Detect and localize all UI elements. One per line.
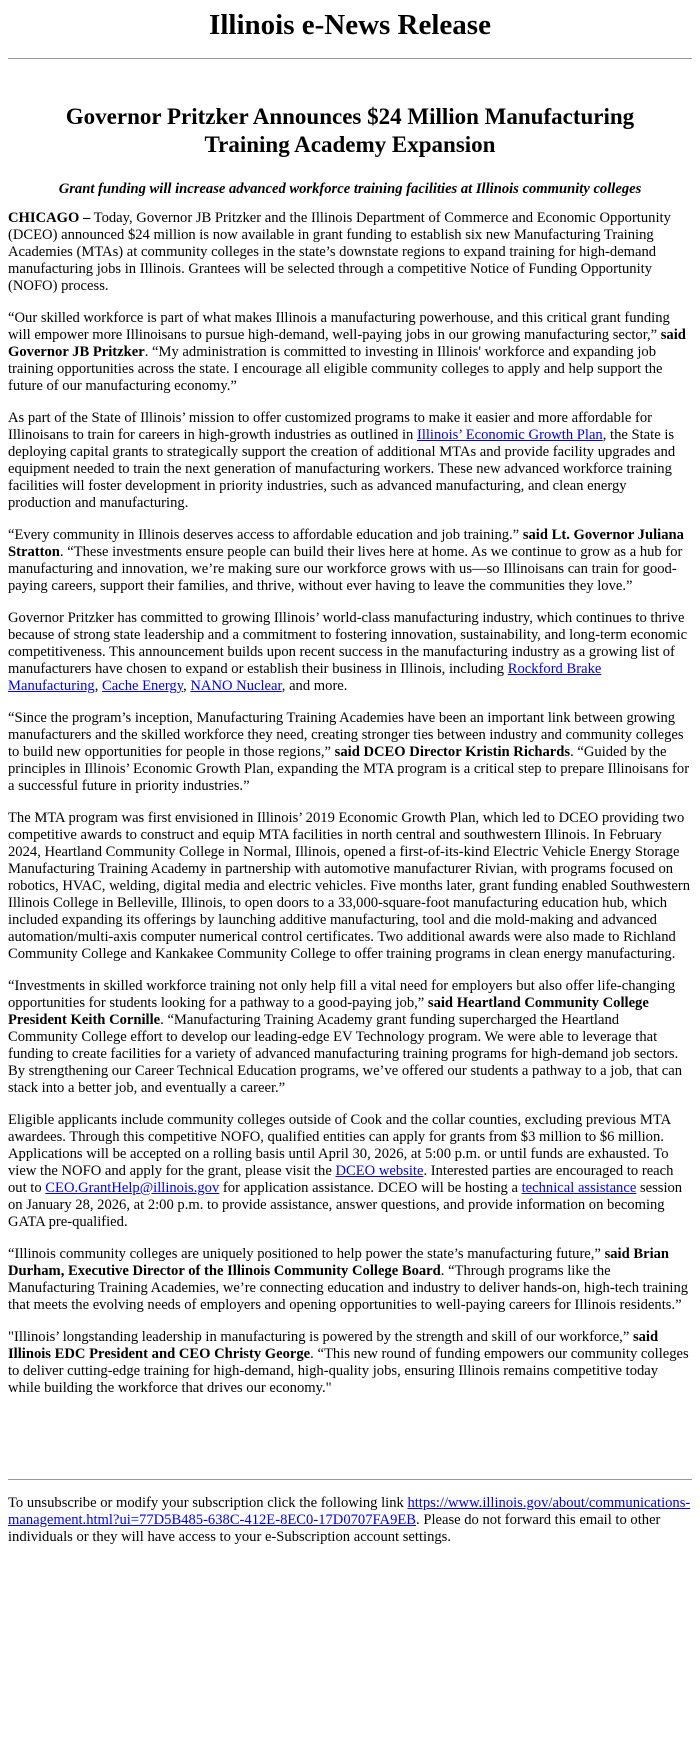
- link-rockford-brake[interactable]: Rockford Brake Manufacturing: [8, 661, 602, 694]
- link-nano-nuclear[interactable]: NANO Nuclear: [190, 678, 282, 694]
- paragraph-mta-history: The MTA program was first envisioned in Illinois’ 2019 Economic Growth Plan, which led to DCEO providing two competitive awards to construct and equip MTA facilities in north central and southwestern Illinois. In February 2024, Heartland Community College in Normal, Illinois, opened a first-of-its-kind Electric Vehicle Energy Storage Manufacturing Training Academy in partnership with automotive manufacturer Rivian, with programs focused on robotics, HVAC, welding, digital media and electric vehicles. Five months later, grant funding enabled Southwestern Illinois College in Belleville, Illinois, to open doors to a 33,000-square-foot manufacturing education hub, which included expanding its offerings by launching additive manufacturing, tool and die mold-making and advanced automation/multi-axis computer numerical control certificates. Two additional awards were also made to Richland Community College and Kankakee Community College to offer training programs in clean energy manufacturing.: [8, 810, 691, 962]
- masthead-title: Illinois e-News Release: [209, 9, 491, 41]
- dateline: CHICAGO –: [8, 210, 91, 226]
- paragraph-george-quote: "Illinois’ longstanding leadership in manufacturing is powered by the strength and skill of our workforce,” said Illinois EDC President and CEO Christy George. “This new round of funding empowers our community colleges to deliver cutting-edge training for high-demand, high-quality jobs, ensuring Illinois remains competitive today while building the workforce that drives our economy.": [8, 1329, 689, 1396]
- link-grant-help-email[interactable]: CEO.GrantHelp@illinois.gov: [45, 1180, 220, 1196]
- email-body: [0, 8, 700, 1546]
- release-headline: Governor Pritzker Announces $24 Million Manufacturing Training Academy Expansion: [65, 104, 635, 157]
- paragraph-richards-quote: “Since the program’s inception, Manufacturing Training Academies have been an important link between growing manufacturers and the skilled workforce they need, creating stronger ties between industry and community colleges to build new opportunities for people in those regions,” said DCEO Director Kristin Richards. “Guided by the principles in Illinois’ Economic Growth Plan, expanding the MTA program is a critical step to prepare Illinoisans for a successful future in priority industries.”: [8, 710, 690, 794]
- paragraph-manufacturing-industry: Governor Pritzker has committed to growing Illinois’ world-class manufacturing industry, which continues to thrive because of strong state leadership and a commitment to fostering innovation, sustainability, and long-term economic competitiveness. This announcement builds upon recent success in the manufacturing industry as a growing list of manufacturers have chosen to expand or establish their business in Illinois, including Rockford Brake Manufacturing, Cache Energy, NANO Nuclear, and more.: [8, 610, 688, 694]
- paragraph-eligibility: Eligible applicants include community colleges outside of Cook and the collar counties, excluding previous MTA awardees. Through this competitive NOFO, qualified entities can apply for grants from $3 million to $6 million. Applications will be accepted on a rolling basis until April 30, 2026, at 5:00 p.m. or until funds are exhausted. To view the NOFO and apply for the grant, please visit the DCEO website. Interested parties are encouraged to reach out to CEO.GrantHelp@illinois.gov for application assistance. DCEO will be hosting a technical assistance session on January 28, 2026, at 2:00 p.m. to provide assistance, answer questions, and provide information on becoming GATA pre-qualified.: [8, 1112, 683, 1230]
- speaker-attribution: said Brian Durham, Executive Director of the Illinois Community College Board: [8, 1246, 670, 1279]
- speaker-attribution: said Illinois EDC President and CEO Christy George: [8, 1329, 659, 1362]
- masthead-divider: [8, 58, 692, 59]
- speaker-attribution: said Lt. Governor Juliana Stratton: [8, 527, 684, 560]
- speaker-attribution: said DCEO Director Kristin Richards: [331, 744, 571, 760]
- paragraph-stratton-quote: “Every community in Illinois deserves access to affordable education and job training.” said Lt. Governor Juliana Stratton. “These investments ensure people can build their lives here at home. As we continue to grow as a hub for manufacturing and innovation, we’re making sure our workforce grows with us—so Illinoisans can train for good-paying careers, support their families, and thrive, without ever having to leave the communities they love.”: [8, 527, 684, 594]
- link-economic-growth-plan[interactable]: Illinois’ Economic Growth Plan: [416, 427, 603, 443]
- link-technical-assistance[interactable]: technical assistance: [521, 1180, 637, 1196]
- footer-divider: [8, 1479, 692, 1480]
- paragraph-growth-plan: As part of the State of Illinois’ mission to offer customized programs to make it easier and more affordable for Illinoisans to train for careers in high-growth industries as outlined in Illinois’ Economic Growth Plan, the State is deploying capital grants to strategically support the creation of additional MTAs and provide facility upgrades and equipment needed to train the next generation of manufacturing workers. These new advanced workforce training facilities will foster development in priority industries, such as advanced manufacturing, and clean energy production and manufacturing.: [8, 410, 676, 511]
- speaker-attribution: said Heartland Community College President Keith Cornille: [8, 995, 649, 1028]
- paragraph-pritzker-quote: “Our skilled workforce is part of what makes Illinois a manufacturing powerhouse, and this critical grant funding will empower more Illinoisans to pursue high-demand, well-paying jobs in our growing manufacturing sector,” said Governor JB Pritzker. “My administration is committed to investing in Illinois' workforce and expanding job training opportunities across the state. I encourage all eligible community colleges to apply and help support the future of our manufacturing economy.”: [8, 310, 686, 394]
- link-subscription-management[interactable]: https://www.illinois.gov/about/communications-management.html?ui=77D5B485-638C-412E-8EC0-17D0707FA9EB: [8, 1495, 691, 1528]
- paragraph-durham-quote: “Illinois community colleges are uniquely positioned to help power the state’s manufacturing future,” said Brian Durham, Executive Director of the Illinois Community College Board. “Through programs like the Manufacturing Training Academies, we’re connecting education and industry to deliver hands-on, high-tech training that meets the evolving needs of employers and opening opportunities to well-paying careers for Illinois residents.”: [8, 1246, 689, 1313]
- paragraph-intro: CHICAGO – Today, Governor JB Pritzker and the Illinois Department of Commerce and Economic Opportunity (DCEO) announced $24 million is now available in grant funding to establish six new Manufacturing Training Academies (MTAs) at community colleges in the state’s downstate regions to expand training for high-demand manufacturing jobs in Illinois. Grantees will be selected through a competitive Notice of Funding Opportunity (NOFO) process.: [8, 210, 671, 294]
- link-cache-energy[interactable]: Cache Energy: [102, 678, 184, 694]
- footer-unsubscribe: To unsubscribe or modify your subscription click the following link https://www.illinois.gov/about/communications-management.html?ui=77D5B485-638C-412E-8EC0-17D0707FA9EB. Please do not forward this email to other individuals or they will have access to your e-Subscription account settings.: [8, 1495, 691, 1545]
- release-subheadline: Grant funding will increase advanced workforce training facilities at Illinois community colleges: [58, 181, 642, 197]
- speaker-attribution: said Governor JB Pritzker: [8, 327, 686, 360]
- paragraph-cornille-quote: “Investments in skilled workforce training not only help fill a vital need for employers but also offer life-changing opportunities for students looking for a pathway to a good-paying job,” said Heartland Community College President Keith Cornille. “Manufacturing Training Academy grant funding supercharged the Heartland Community College effort to develop our leading-edge EV Technology program. We were able to leverage that funding to create facilities for a variety of advanced manufacturing training programs for high-demand job sectors. By strengthening our Career Technical Education programs, we’ve offered our students a pathway to a job, that can stack into a better job, and eventually a career.”: [8, 978, 682, 1096]
- link-dceo-website[interactable]: DCEO website: [335, 1163, 424, 1179]
